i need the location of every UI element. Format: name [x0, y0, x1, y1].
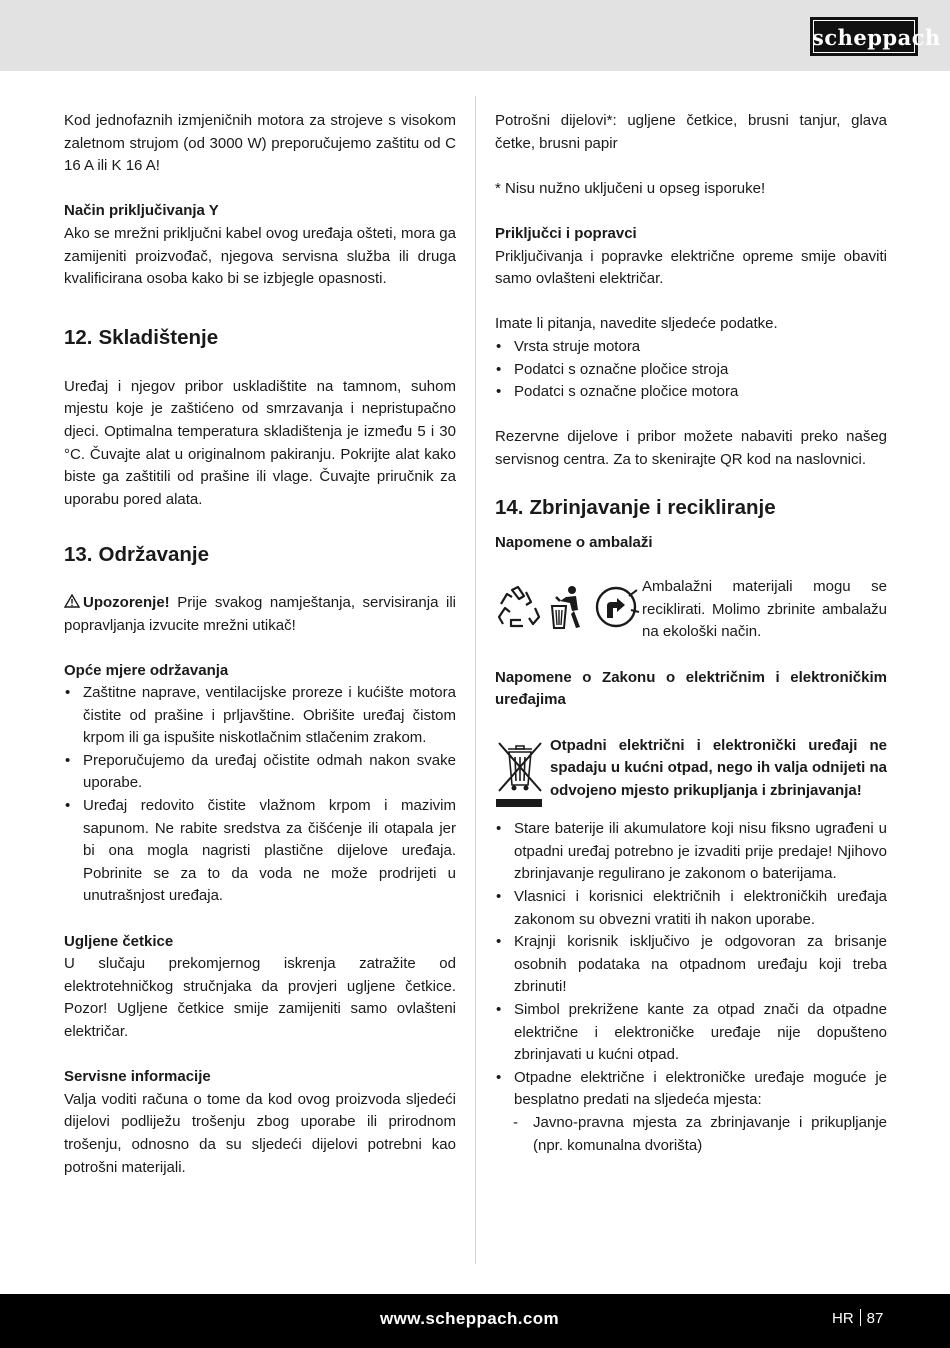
repairs-text: Priključivanja i popravke električne opreme smije obaviti samo ovlašteni električar.: [495, 247, 887, 288]
list-item: • Vrsta struje motora: [495, 336, 887, 359]
section-14-heading: [495, 495, 887, 521]
section-14-number: 14.: [495, 495, 524, 519]
page-footer: [0, 1294, 950, 1348]
packaging-icons: [495, 576, 642, 638]
list-item: • Zaštitne naprave, ventilacijske proreze i kućište motora čistite od prašine i prljavštine. Obrišite uređaj čistom krpom ili ga ispušite niskotlačnim stlačenim zrakom.: [64, 682, 456, 750]
weee-block: [495, 735, 887, 819]
packaging-block: [495, 576, 887, 644]
section-12-number: 12.: [64, 325, 93, 349]
section-13-heading: [64, 542, 456, 568]
weee-warning-text: Otpadni električni i elektronički uređaji ne spadaju u kućni otpad, nego ih valja odnijeti na odvojeno mjesto prikupljanja i zbrinjavanja!: [550, 736, 887, 799]
website-link[interactable]: www.scheppach.com: [380, 1309, 560, 1328]
page-separator: [860, 1309, 861, 1326]
section-13-number: 13.: [64, 543, 93, 567]
connection-y-title: Način priključivanja Y: [64, 202, 219, 220]
page-header: [0, 0, 950, 71]
intro-paragraph: Kod jednofaznih izmjeničnih motora za strojeve s visokom zaletnom strujom (od 3000 W) preporučujemo zaštitu od C 16 A ili K 16 A!: [64, 112, 456, 175]
list-item: • Vlasnici i korisnici električnih i elektroničkih uređaja zakonom su obvezni vratiti ih nakon uporabe.: [495, 886, 887, 931]
warning-triangle-icon: [64, 594, 80, 608]
warning-text: Prije svakog namještanja, servisiranja ili popravljanja izvucite mrežni utikač!: [64, 594, 456, 634]
storage-text: Uređaj i njegov pribor uskladištite na tamnom, suhom mjestu koje je zaštićeno od smrzavanja i nepristupačno djeci. Optimalna temperatura skladištenja je između 5 i 30 °C. Čuvajte alat u originalnom pakiranju. Pokrijte alat kako biste ga zaštitili od prašine ili vlage. Čuvajte priručnik za uporabu pored alata.: [64, 377, 456, 508]
page-indicator: [832, 1308, 883, 1331]
list-item: • Podatci s označne pločice stroja: [495, 359, 887, 382]
carbon-brushes-title: Ugljene četkice: [64, 932, 174, 950]
recycling-icon: [495, 584, 543, 630]
service-info-title: Servisne informacije: [64, 1068, 211, 1086]
section-12-title: Skladištenje: [98, 325, 219, 349]
spare-parts-text: Rezervne dijelove i pribor možete nabaviti preko našeg servisnog centra. Za to skenirajte QR kod na naslovnici.: [495, 428, 887, 468]
carbon-brushes-text: U slučaju prekomjernog iskrenja zatražite od elektrotehničkog stručnjaka da provjeri ugljene četkice. Pozor! Ugljene četkice smije zamijeniti samo ovlašteni električar.: [64, 955, 456, 1040]
warning-paragraph: [64, 592, 456, 637]
general-maintenance-title: Opće mjere održavanja: [64, 661, 229, 679]
tidyman-litter-icon: [546, 584, 590, 630]
left-column: [64, 110, 456, 1179]
repairs-title: Priključci i popravci: [495, 224, 637, 242]
recycle-hand-icon: [593, 584, 641, 630]
section-12-heading: [64, 325, 456, 351]
crossed-out-bin-icon: [495, 737, 545, 811]
delivery-footnote: * Nisu nužno uključeni u opseg isporuke!: [495, 179, 766, 197]
list-item: • Otpadne električne i elektroničke uređaje moguće je besplatno predati na sljedeća mjesta:: [495, 1067, 887, 1112]
section-14-title: Zbrinjavanje i recikliranje: [529, 495, 776, 519]
questions-list: [495, 336, 887, 404]
packaging-title: Napomene o ambalaži: [495, 533, 653, 551]
list-item: • Uređaj redovito čistite vlažnom krpom i mazivim sapunom. Ne rabite sredstva za čišćenje ili otapala jer bi ona mogla nagristi plastične dijelove uređaja. Pobrinite se za to da voda ne može prodrijeti u unutrašnjost uređaja.: [64, 795, 456, 908]
list-item: • Podatci s označne pločice motora: [495, 381, 887, 404]
consumables-text: Potrošni dijelovi*: ugljene četkice, brusni tanjur, glava četke, brusni papir: [495, 112, 887, 152]
service-info-text: Valja voditi računa o tome da kod ovog proizvoda sljedeći dijelovi podliježu trošenju zbog uporabe ili prirodnom trošenju, odnosno da su sljedeći dijelovi potrebni kao potrošni materijali.: [64, 1090, 456, 1176]
column-divider: [475, 96, 476, 1264]
section-13-title: Održavanje: [98, 543, 210, 567]
connection-y-text: Ako se mrežni priključni kabel ovog uređaja ošteti, mora ga zamijeniti proizvođač, njegova servisna služba ili druga kvalificirana osoba kako bi se izbjegle opasnosti.: [64, 224, 456, 288]
packaging-text: Ambalažni materijali mogu se reciklirati. Molimo zbrinite ambalažu na ekološki način.: [642, 578, 887, 641]
general-maintenance-list: [64, 682, 456, 908]
list-item: • Simbol prekrižene kante za otpad znači da otpadne električne i elektroničke uređaje nije dopušteno zbrinjavati u kućni otpad.: [495, 999, 887, 1067]
weee-list: [495, 818, 887, 1112]
list-item: • Stare baterije ili akumulatore koji nisu fiksno ugrađeni u otpadni uređaj potrebno je izvaditi prije predaje! Njihovo zbrinjavanje regulirano je zakonom o baterijama.: [495, 818, 887, 886]
right-column: [495, 110, 887, 1157]
brand-logo: scheppach: [810, 17, 918, 56]
list-item: • Krajnji korisnik isključivo je odgovoran za brisanje osobnih podataka na otpadnom uređaju koji treba zbrinuti!: [495, 931, 887, 999]
page-number: 87: [866, 1310, 884, 1327]
weee-law-title: Napomene o Zakonu o električnim i elektroničkim uređajima: [495, 668, 887, 709]
weee-sub-list: [495, 1112, 887, 1157]
weee-symbol: [495, 735, 550, 819]
warning-label: Upozorenje!: [83, 594, 170, 612]
questions-intro: Imate li pitanja, navedite sljedeće podatke.: [495, 315, 778, 333]
list-item: • Preporučujemo da uređaj očistite odmah nakon svake uporabe.: [64, 750, 456, 795]
language-code: HR: [832, 1310, 854, 1327]
list-item: - Javno-pravna mjesta za zbrinjavanje i prikupljanje (npr. komunalna dvorišta): [495, 1112, 887, 1157]
